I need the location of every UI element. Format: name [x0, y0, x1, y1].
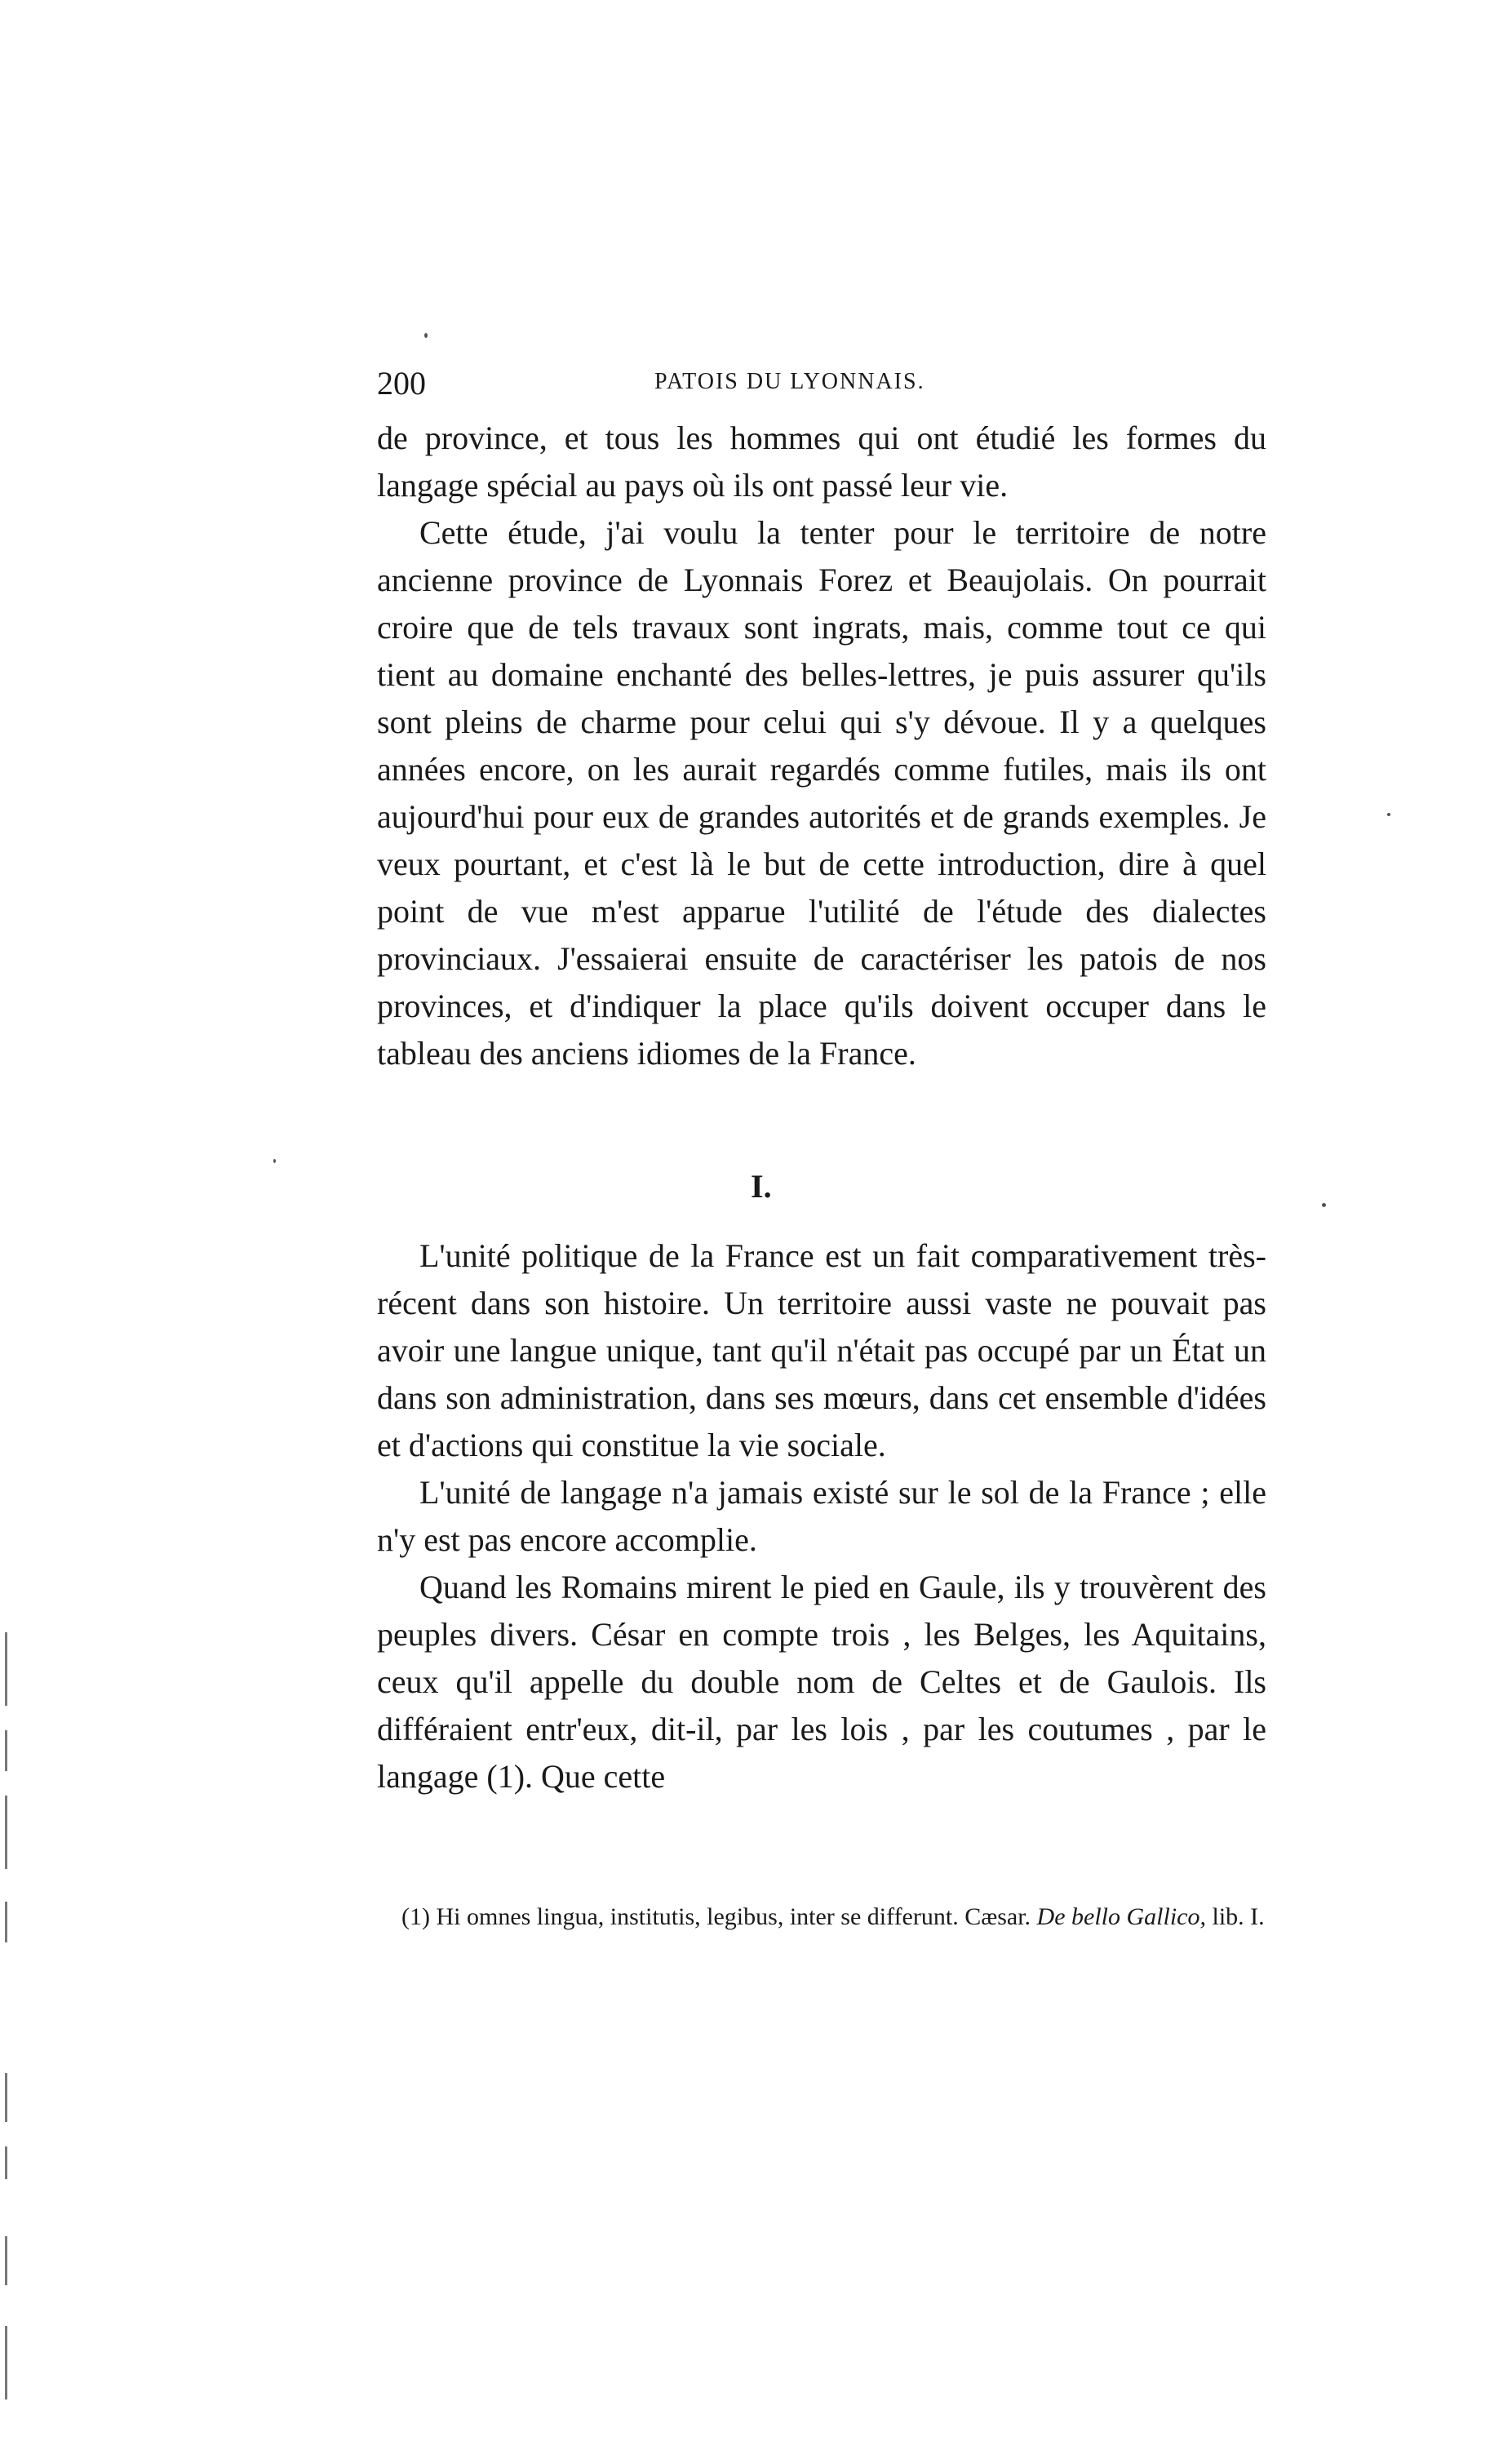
scan-speck	[273, 1159, 276, 1163]
footnote-marker: (1)	[401, 1903, 430, 1930]
scan-edge-mark	[5, 2073, 7, 2122]
scan-edge-mark	[5, 1632, 7, 1706]
footnote-text: Hi omnes lingua, institutis, legibus, inter se differunt. Cæsar.	[436, 1903, 1031, 1930]
scan-edge-mark	[5, 1902, 7, 1942]
paragraph: Cette étude, j'ai voulu la tenter pour le territoire de notre ancienne province de Lyonnais Forez et Beaujolais. On pourrait croire que de tels travaux sont ingrats, mais, comme tout ce qui tient au domaine enchanté des belles-lettres, je puis assurer qu'ils sont pleins de charme pour celui qui s'y dévoue. Il y a quelques années encore, on les aurait regardés comme futiles, mais ils ont aujourd'hui pour eux de grandes autorités et de grands exemples. Je veux pourtant, et c'est là le but de cette introduction, dire à quel point de vue m'est apparue l'utilité de l'étude des dialectes provinciaux. J'essaierai ensuite de caractériser les patois de nos provinces, et d'indiquer la place qu'ils doivent occuper dans le tableau des anciens idiomes de la France.	[377, 514, 1266, 1072]
scan-edge-mark	[5, 2146, 7, 2179]
intro-text	[377, 415, 1266, 1077]
page-number: 200	[377, 365, 426, 402]
section-heading: I.	[751, 1168, 772, 1205]
scan-edge-mark	[5, 1730, 7, 1771]
footnote-title: De bello Gallico,	[1036, 1903, 1206, 1930]
paragraph: Quand les Romains mirent le pied en Gaule, ils y trouvèrent des peuples divers. César en compte trois , les Belges, les Aquitains, ceux qu'il appelle du double nom de Celtes et de Gaulois. Ils différaient entr'eux, dit-il, par les lois , par les coutumes , par le langage (1). Que cette	[377, 1569, 1266, 1795]
scan-speck	[424, 333, 428, 338]
paragraph: L'unité politique de la France est un fait comparativement très-récent dans son histoire. Un territoire aussi vaste ne pouvait pas avoir une langue unique, tant qu'il n'était pas occupé par un État un dans son administration, dans ses mœurs, dans cet ensemble d'idées et d'actions qui constitue la vie sociale.	[377, 1237, 1266, 1463]
scan-speck	[1387, 813, 1390, 816]
footnote	[377, 1898, 1266, 1937]
scan-edge-mark	[5, 2326, 7, 2399]
page-header	[377, 364, 1266, 405]
paragraph: de province, et tous les hommes qui ont étudié les formes du langage spécial au pays où ils ont passé leur vie.	[377, 420, 1266, 504]
section-text	[377, 1232, 1266, 1800]
footnote-reference: lib. I.	[1212, 1903, 1265, 1930]
running-head: PATOIS DU LYONNAIS.	[654, 369, 925, 394]
paragraph: L'unité de langage n'a jamais existé sur le sol de la France ; elle n'y est pas encore accomplie.	[377, 1474, 1266, 1558]
scan-edge-mark	[5, 1796, 7, 1869]
scan-edge-mark	[5, 2236, 7, 2285]
scan-speck	[1322, 1203, 1326, 1207]
